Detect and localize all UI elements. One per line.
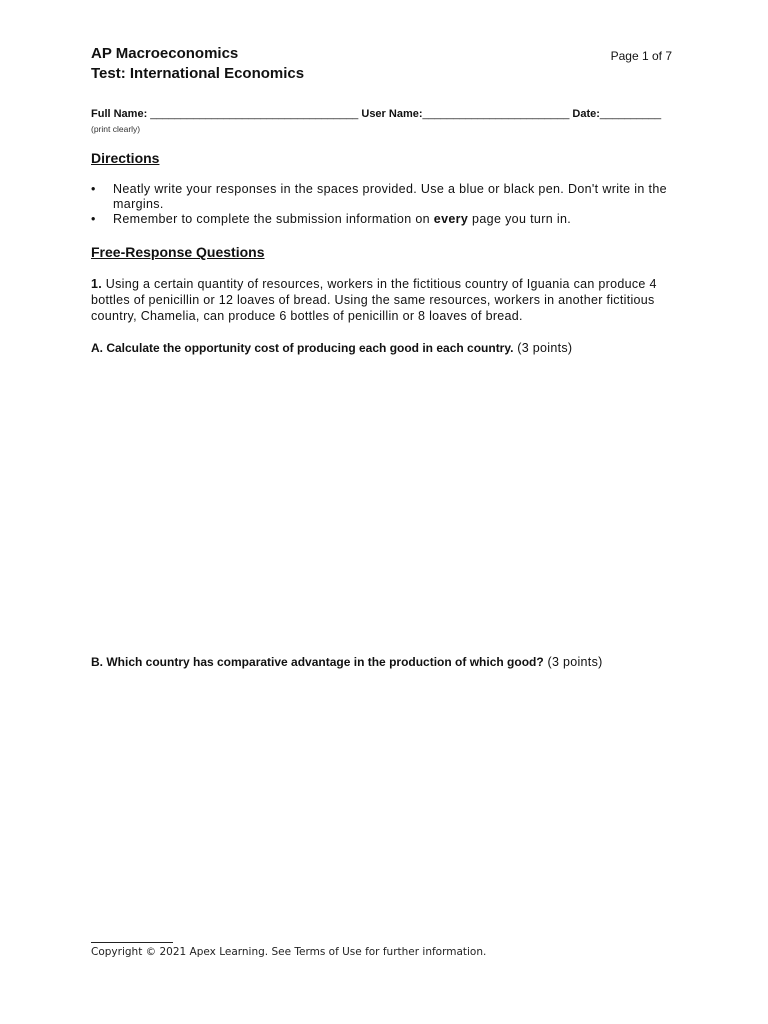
- question-1a-points: (3 points): [513, 341, 573, 355]
- submission-line: [91, 108, 661, 120]
- question-1a-label: A. Calculate the opportunity cost of producing each good in each country.: [91, 341, 514, 355]
- directions-item-emphasis: every: [433, 212, 469, 226]
- question-1b-label: B. Which country has comparative advantage in the production of which good?: [91, 655, 544, 669]
- directions-item: [91, 182, 681, 212]
- directions-item-text-part: page you turn in.: [468, 212, 572, 226]
- question-1-text: Using a certain quantity of resources, workers in the fictitious country of Iguania can produce 4 bottles of penicillin or 12 loaves of bread. Using the same resources, workers in another fictitious country, Chamelia, can produce 6 bottles of penicillin or 8 loaves of bread.: [91, 277, 657, 323]
- question-1a: [91, 341, 572, 355]
- directions-item-text-part: Remember to complete the submission information on: [113, 212, 434, 226]
- date-label: Date:: [569, 108, 600, 120]
- footer-rule: [91, 942, 173, 943]
- date-blank: __________: [599, 108, 662, 120]
- frq-heading: Free-Response Questions: [91, 244, 265, 260]
- bullet-icon: •: [91, 182, 96, 196]
- full-name-blank: __________________________________: [150, 108, 359, 120]
- directions-item-text: [113, 182, 681, 212]
- directions-item-text: [113, 212, 571, 227]
- question-1-number: 1.: [91, 277, 103, 291]
- bullet-icon: •: [91, 212, 96, 226]
- user-name-label: User Name:: [358, 108, 423, 120]
- question-1b: [91, 655, 603, 669]
- question-1b-points: (3 points): [543, 655, 603, 669]
- directions-heading: Directions: [91, 150, 160, 166]
- directions-list: [91, 182, 681, 227]
- question-1: [91, 276, 681, 324]
- test-title: Test: International Economics: [91, 65, 305, 82]
- copyright: Copyright © 2021 Apex Learning. See Terms of Use for further information.: [91, 946, 487, 958]
- full-name-label: Full Name:: [91, 108, 151, 120]
- user-name-blank: ________________________: [422, 108, 570, 120]
- course-title: AP Macroeconomics: [91, 45, 239, 62]
- page-number: Page 1 of 7: [610, 49, 672, 63]
- directions-item: [91, 212, 681, 227]
- directions-item-text-part: Neatly write your responses in the spaces provided. Use a blue or black pen. Don't write in the margins.: [113, 182, 667, 211]
- print-clearly-note: (print clearly): [91, 124, 141, 134]
